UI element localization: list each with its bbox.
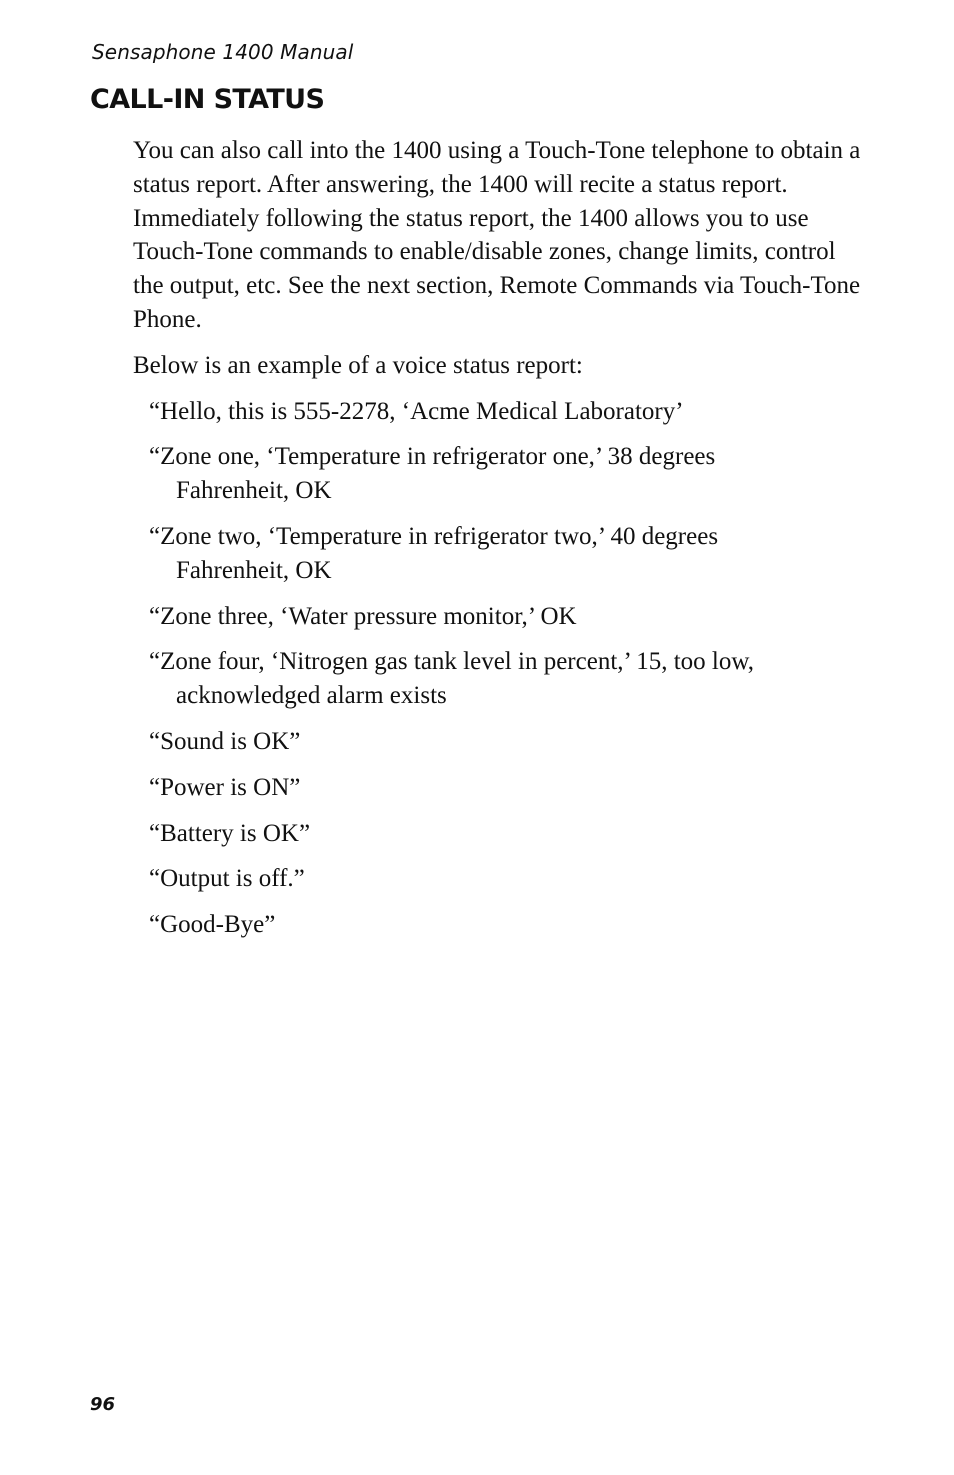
section-title: CALL-IN STATUS — [90, 84, 325, 115]
example-intro-paragraph: Below is an example of a voice status report: — [133, 351, 583, 379]
running-header: Sensaphone 1400 Manual — [92, 40, 354, 64]
page-number: 96 — [90, 1394, 116, 1415]
report-line-output: “Output is off.” — [149, 865, 305, 893]
report-line-zone-three: “Zone three, ‘Water pressure monitor,’ OK — [149, 602, 577, 630]
section-body — [133, 134, 873, 954]
report-line-zone-two: “Zone two, ‘Temperature in refrigerator two,’ 40 degrees Fahrenheit, OK — [149, 522, 719, 584]
report-line-sound: “Sound is OK” — [149, 727, 301, 755]
report-line-zone-one: “Zone one, ‘Temperature in refrigerator one,’ 38 degrees Fahrenheit, OK — [149, 443, 716, 505]
report-line-zone-four: “Zone four, ‘Nitrogen gas tank level in percent,’ 15, too low, acknowledged alarm exists — [149, 648, 755, 710]
report-line-power: “Power is ON” — [149, 773, 301, 801]
report-line-goodbye: “Good-Bye” — [149, 911, 276, 939]
intro-paragraph: You can also call into the 1400 using a Touch-Tone telephone to obtain a status report. After answering, the 1400 will recite a status report. Immediately following the status report, the 1400 allows you to use Touch-Tone commands to enable/disable zones, change limits, control the output, etc. See the next section, Remote Commands via Touch-Tone Phone. — [133, 137, 861, 333]
report-line-battery: “Battery is OK” — [149, 819, 311, 847]
report-line-greeting: “Hello, this is 555-2278, ‘Acme Medical Laboratory’ — [149, 397, 684, 425]
voice-status-report — [133, 395, 873, 942]
